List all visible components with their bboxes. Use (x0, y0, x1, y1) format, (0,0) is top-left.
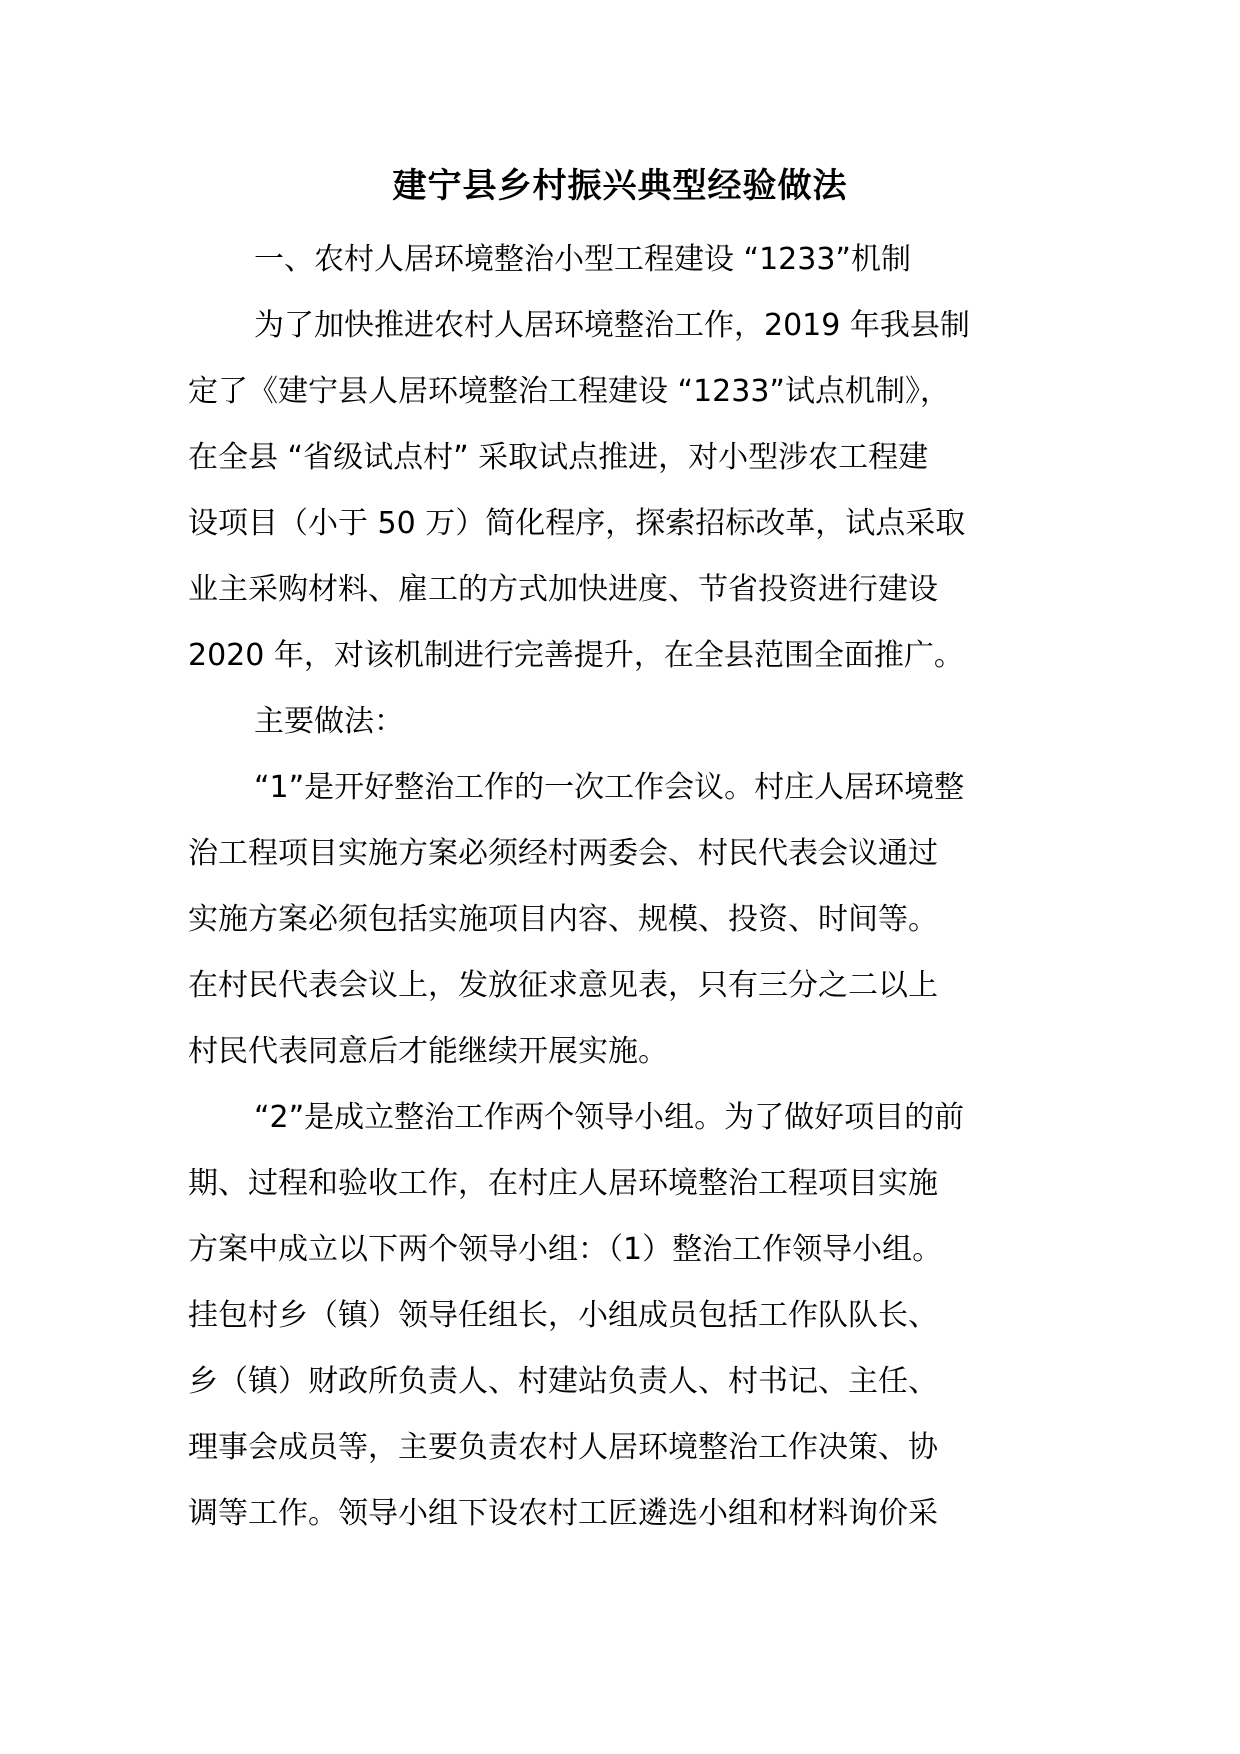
body-line: “2”是成立整治工作两个领导小组。为了做好项目的前 (254, 1100, 965, 1135)
document-title: 建宁县乡村振兴典型经验做法 (392, 166, 848, 206)
body-line: 一、农村人居环境整治小型工程建设 “1233”机制 (254, 242, 911, 277)
body-line: 期、过程和验收工作，在村庄人居环境整治工程项目实施 (188, 1166, 938, 1201)
body-line: 为了加快推进农村人居环境整治工作，2019 年我县制 (254, 308, 970, 343)
body-line: “1”是开好整治工作的一次工作会议。村庄人居环境整 (254, 770, 965, 805)
body-line: 理事会成员等，主要负责农村人居环境整治工作决策、协 (188, 1430, 938, 1465)
body-line: 调等工作。领导小组下设农村工匠遴选小组和材料询价采 (188, 1496, 938, 1531)
body-line: 在全县 “省级试点村” 采取试点推进，对小型涉农工程建 (188, 440, 929, 475)
body-line: 方案中成立以下两个领导小组：（1）整治工作领导小组。 (188, 1232, 943, 1267)
body-line: 村民代表同意后才能继续开展实施。 (188, 1034, 668, 1069)
body-line: 设项目（小于 50 万）简化程序，探索招标改革，试点采取 (188, 506, 966, 541)
body-line: 主要做法： (254, 704, 404, 739)
body-line: 治工程项目实施方案必须经村两委会、村民代表会议通过 (188, 836, 938, 871)
body-line: 乡（镇）财政所负责人、村建站负责人、村书记、主任、 (188, 1364, 938, 1399)
body-line: 定了《建宁县人居环境整治工程建设 “1233”试点机制》， (188, 374, 950, 409)
body-line: 实施方案必须包括实施项目内容、规模、投资、时间等。 (188, 902, 938, 937)
body-line: 业主采购材料、雇工的方式加快进度、节省投资进行建设 (188, 572, 938, 607)
body-line: 在村民代表会议上，发放征求意见表，只有三分之二以上 (188, 968, 938, 1003)
body-line: 挂包村乡（镇）领导任组长，小组成员包括工作队队长、 (188, 1298, 938, 1333)
document-body (188, 227, 1068, 1547)
body-line: 2020 年，对该机制进行完善提升，在全县范围全面推广。 (188, 638, 964, 673)
